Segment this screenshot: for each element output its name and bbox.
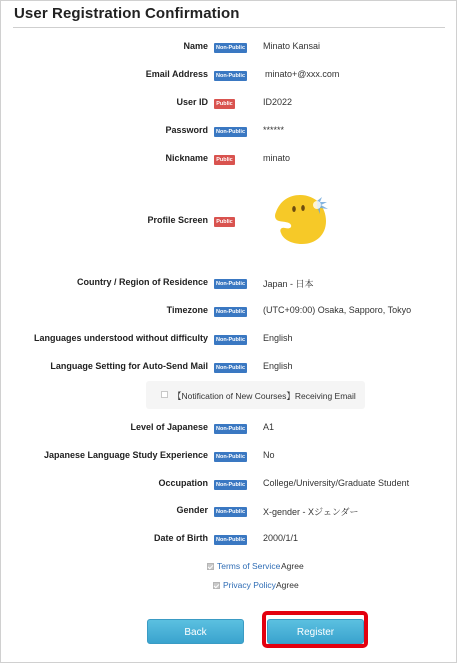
field-label: Language Setting for Auto-Send Mail [50, 361, 208, 371]
field-label: Occupation [158, 478, 208, 488]
privacy-agreement [213, 580, 313, 592]
privacy-checkbox[interactable] [213, 582, 220, 589]
field-value: Japan - 日本 [263, 279, 314, 289]
field-label: Password [165, 125, 208, 135]
visibility-badge: Non-Public [215, 129, 246, 135]
notification-label: 【Notification of New Courses】Receiving Email [173, 391, 356, 401]
visibility-badge: Public [214, 99, 235, 109]
register-button[interactable]: Register [267, 619, 364, 644]
field-value: minato [263, 153, 291, 163]
field-value: A1 [263, 422, 275, 432]
field-value: (UTC+09:00) Osaka, Sapporo, Tokyo [263, 305, 412, 315]
field-label: Name [183, 41, 208, 51]
terms-agree-text: Agree [281, 561, 304, 571]
field-label: Timezone [166, 305, 208, 315]
smiley-face-icon [270, 191, 332, 247]
field-row-timezone [0, 304, 457, 320]
visibility-badge: Non-Public [215, 482, 246, 488]
field-row-name [0, 40, 457, 56]
visibility-badge: Public [214, 155, 235, 165]
field-row-email [0, 68, 457, 84]
notification-option [146, 381, 365, 409]
field-label: Languages understood without difficulty [34, 333, 208, 343]
field-label: Level of Japanese [130, 422, 208, 432]
field-label: Japanese Language Study Experience [43, 450, 208, 460]
field-row-study-experience [0, 449, 457, 465]
visibility-badge: Non-Public [215, 426, 246, 432]
field-row-user-id [0, 96, 457, 112]
field-row-occupation [0, 477, 457, 493]
privacy-policy-link[interactable]: Privacy Policy [223, 580, 276, 590]
field-label: Email Address [145, 69, 208, 79]
privacy-agree-text: Agree [276, 580, 299, 590]
visibility-badge: Non-Public [215, 509, 246, 515]
field-value: Minato Kansai [263, 41, 321, 51]
visibility-badge: Non-Public [215, 45, 246, 51]
field-label: Nickname [165, 153, 208, 163]
visibility-badge: Non-Public [215, 537, 246, 543]
field-row-password [0, 124, 457, 140]
field-value: College/University/Graduate Student [263, 478, 410, 488]
terms-checkbox[interactable] [207, 563, 214, 570]
terms-of-service-link[interactable]: Terms of Service [217, 561, 281, 571]
field-label: Country / Region of Residence [76, 277, 208, 287]
page-title: User Registration Confirmation [14, 5, 240, 22]
back-button[interactable]: Back [147, 619, 244, 644]
field-label: Profile Screen [147, 215, 208, 225]
field-row-date-of-birth [0, 532, 457, 548]
title-divider [13, 27, 445, 28]
field-label: Date of Birth [154, 533, 208, 543]
field-value: X-gender - Xジェンダー [263, 507, 359, 517]
field-row-gender [0, 504, 457, 520]
field-row-nickname [0, 152, 457, 168]
field-value: ID2022 [263, 97, 293, 107]
visibility-badge: Non-Public [215, 454, 246, 460]
field-row-languages [0, 332, 457, 348]
notification-checkbox[interactable] [161, 391, 168, 398]
visibility-badge: Non-Public [215, 365, 246, 371]
terms-agreement [207, 561, 317, 573]
field-value: ****** [263, 125, 285, 135]
field-value: No [263, 450, 275, 460]
field-row-mail-language [0, 360, 457, 376]
field-value: English [263, 361, 293, 371]
field-label: User ID [176, 97, 208, 107]
field-row-profile-screen [0, 214, 457, 230]
field-value: minato+@xxx.com [265, 69, 340, 79]
visibility-badge: Non-Public [215, 309, 246, 315]
visibility-badge: Public [214, 217, 235, 227]
visibility-badge: Non-Public [215, 337, 246, 343]
field-row-japanese-level [0, 421, 457, 437]
visibility-badge: Non-Public [215, 281, 246, 287]
visibility-badge: Non-Public [215, 73, 246, 79]
field-label: Gender [176, 505, 208, 515]
field-value: English [263, 333, 293, 343]
field-value: 2000/1/1 [263, 533, 299, 543]
field-row-country [0, 276, 457, 292]
